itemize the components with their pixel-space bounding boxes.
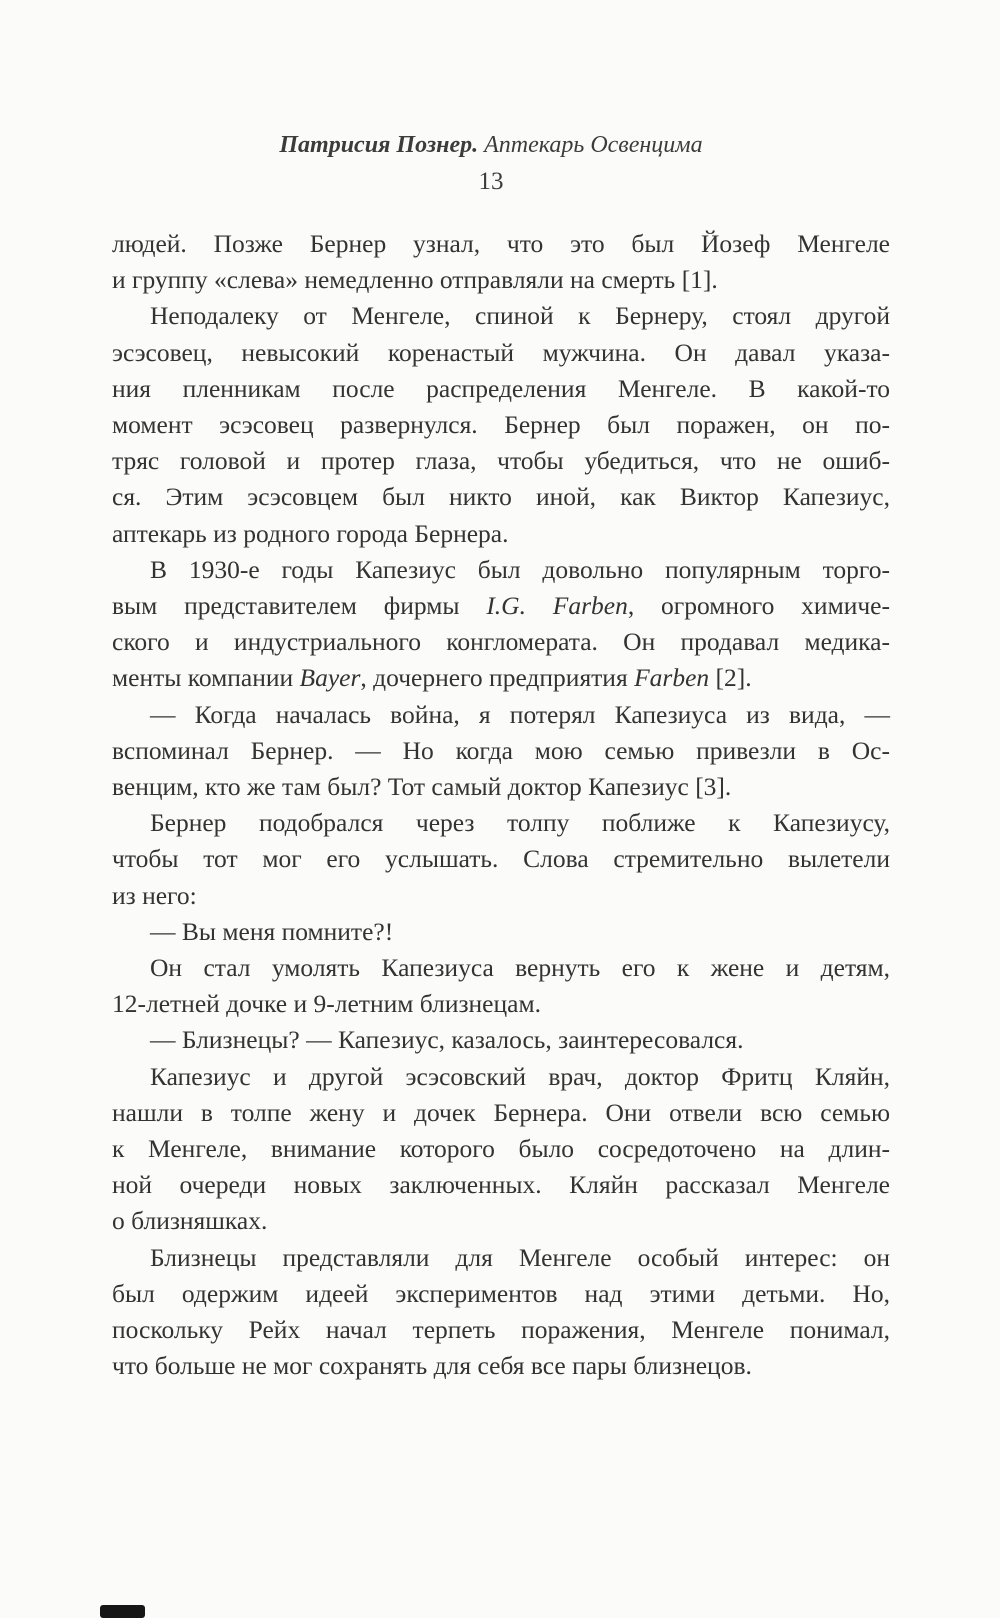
paragraph [112,226,890,298]
text-line: тряс головой и протер глаза, чтобы убедиться, что не ошиб- [112,446,890,476]
text-line: ной очереди новых заключенных. Кляйн рассказал Менгеле [112,1170,890,1200]
text-line: ся. Этим эсэсовцем был никто иной, как Виктор Капезиус, [112,482,890,512]
text-line: момент эсэсовец развернулся. Бернер был поражен, он по- [112,410,890,440]
text-line: Неподалеку от Менгеле, спиной к Бернеру, стоял другой [150,301,890,331]
text-line: Он стал умолять Капезиуса вернуть его к жене и детям, [150,953,890,983]
text-line: аптекарь из родного города Бернера. [112,518,509,548]
paragraph [112,697,890,806]
page-edge-mark [100,1605,145,1618]
text-line: что больше не мог сохранять для себя все пары близнецов. [112,1351,752,1381]
paragraph [112,914,890,950]
text-line: нашли в толпе жену и дочек Бернера. Они отвели всю семью [112,1097,890,1127]
text-line: — Близнецы? — Капезиус, казалось, заинтересовался. [150,1025,744,1055]
text-line: вым представителем фирмы I.G. Farben, огромного химиче- [112,591,890,621]
text-line: из него: [112,880,197,910]
text-line: вспоминал Бернер. — Но когда мою семью привезли в Ос- [112,735,890,765]
paragraph [112,805,890,914]
text-line: и группу «слева» немедленно отправляли на смерть [1]. [112,265,718,295]
text-line: Близнецы представляли для Менгеле особый интерес: он [150,1242,890,1272]
text-line: 12-летней дочке и 9-летним близнецам. [112,989,541,1019]
header-book-title: Аптекарь Освенцима [484,132,703,158]
text-line: — Когда началась война, я потерял Капезиуса из вида, — [150,699,890,729]
page-number: 13 [478,168,504,195]
text-line: ния пленникам после распределения Менгеле. В какой-то [112,373,890,403]
text-line: ского и индустриального конгломерата. Он продавал медика- [112,627,890,657]
paragraph [112,1059,890,1240]
text-line: Бернер подобрался через толпу поближе к Капезиусу, [150,808,890,838]
paragraph [112,552,890,697]
text-line: Капезиус и другой эсэсовский врач, доктор Фритц Кляйн, [150,1061,890,1091]
text-line: менты компании Bayer, дочернего предприятия Farben [2]. [112,663,752,693]
text-line: был одержим идеей экспериментов над этими детьми. Но, [112,1278,890,1308]
text-line: поскольку Рейх начал терпеть поражения, Менгеле понимал, [112,1315,890,1345]
text-line: венцим, кто же там был? Тот самый доктор Капезиус [3]. [112,772,732,802]
text-body [112,226,890,1385]
text-line: эсэсовец, невысокий коренастый мужчина. Он давал указа- [112,337,890,367]
text-line: — Вы меня помните?! [150,916,394,946]
text-line: о близняшках. [112,1206,268,1236]
running-header [111,131,871,159]
header-author: Патрисия Познер. [279,132,479,158]
text-line: чтобы тот мог его услышать. Слова стремительно вылетели [112,844,890,874]
paragraph [112,1022,890,1058]
text-line: к Менгеле, внимание которого было сосредоточено на длин- [112,1134,890,1164]
paragraph [112,1240,890,1385]
paragraph [112,950,890,1022]
text-line: В 1930-е годы Капезиус был довольно популярным торго- [150,554,890,584]
paragraph [112,298,890,551]
text-line: людей. Позже Бернер узнал, что это был Йозеф Менгеле [112,229,890,258]
